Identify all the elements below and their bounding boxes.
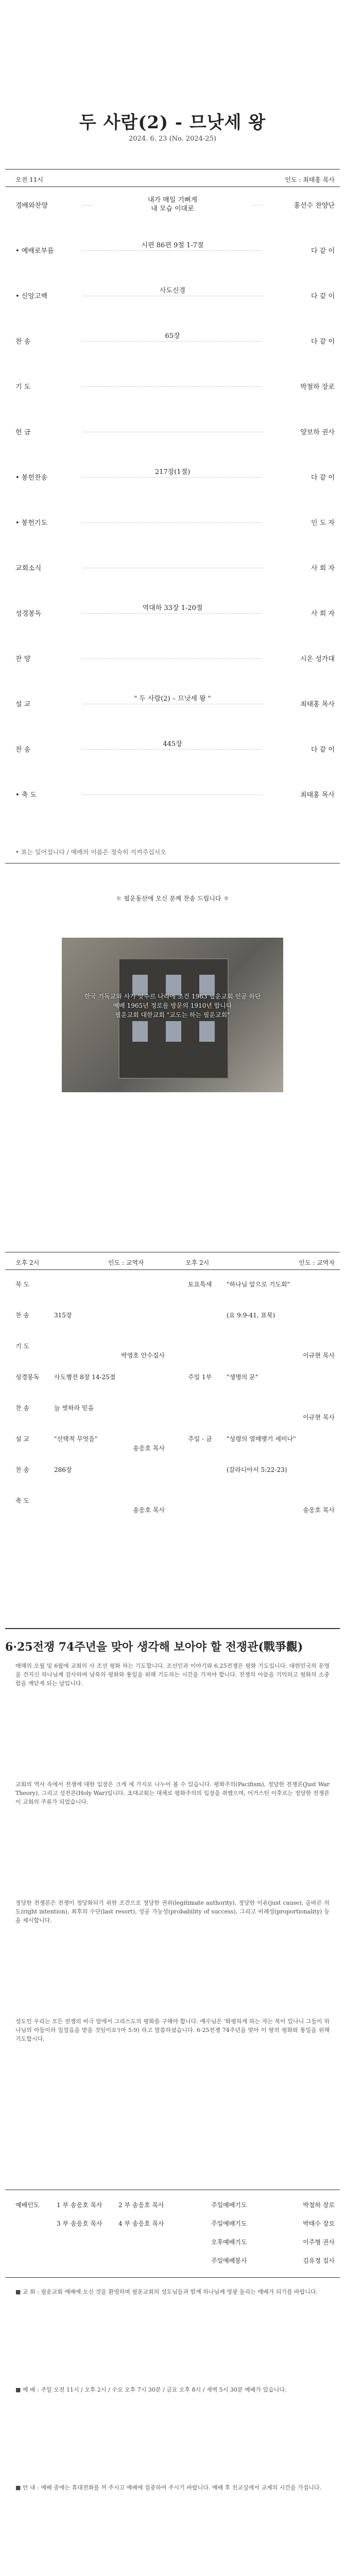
worship-row bbox=[5, 286, 340, 307]
worship-row-label: 찬 양 bbox=[15, 655, 31, 663]
worship-row-item: 445장 bbox=[93, 740, 252, 749]
afternoon-row-label: 주일 - 금 bbox=[188, 1435, 212, 1443]
afternoon-row-item: (갈라디아서 5:22-23) bbox=[227, 1466, 287, 1473]
afternoon-row bbox=[5, 1432, 170, 1452]
schedule-left-label: 예배인도 bbox=[15, 2201, 40, 2209]
worship-row-label: • 신앙고백 bbox=[15, 293, 48, 300]
schedule-row bbox=[5, 2253, 340, 2268]
worship-row-label: 경배와찬양 bbox=[15, 202, 48, 210]
worship-row-dots bbox=[82, 386, 263, 387]
divider bbox=[5, 1628, 340, 1629]
worship-row-person: 다 같 이 bbox=[263, 744, 335, 754]
afternoon-row bbox=[178, 1370, 340, 1383]
afternoon-row-label: 묵 도 bbox=[15, 1281, 29, 1288]
afternoon-row bbox=[5, 1401, 170, 1414]
schedule-right-label: 오후예배기도 bbox=[211, 2239, 247, 2246]
schedule-row bbox=[5, 2216, 340, 2231]
afternoon-row-label: 찬 송 bbox=[15, 1466, 29, 1473]
afternoon-row-label: 찬 송 bbox=[15, 1312, 29, 1319]
worship-row-dots bbox=[82, 522, 263, 523]
schedule-right-value: 김유정 집사 bbox=[303, 2257, 335, 2264]
afternoon-row-person: 송응호 목사 bbox=[303, 1506, 335, 1514]
notice-item: ■ 교 회 : 필운교회 예배에 오신 것을 환영하며 필운교회의 성도님들과 함께 하나님께 영광 돌리는 예배가 되기를 바랍니다. bbox=[15, 2289, 318, 2295]
worship-row-dots bbox=[82, 250, 263, 251]
afternoon-row-item: "성령의 열매맺기 세미나" bbox=[227, 1435, 296, 1443]
worship-row bbox=[5, 468, 340, 488]
worship-row-item: 내가 매일 기뻐게 내 모습 이대로 bbox=[93, 196, 252, 213]
afternoon-row-item: 286장 bbox=[54, 1466, 72, 1473]
worship-row-label: 성경봉독 bbox=[15, 610, 42, 618]
afternoon-row bbox=[178, 1340, 340, 1359]
worship-row bbox=[5, 604, 340, 624]
worship-row-item: 65장 bbox=[93, 332, 252, 341]
article-paragraph: 매해의 오월 및 6월에 교회의 사 조선 평화 하는 기도합니다. 조선인과 이야기와 6.25전쟁은 평화 기도입니다. 대한민국의 운명을 건지신 하나님께 감사하며 남북의 평화와 통일을 위해 기도하는 시간을 가져야 합니다. 전쟁의 아픔을 기억하고 평화의 소중함을 깨닫게 되는 날입니다. bbox=[15, 1663, 330, 1687]
afternoon-row bbox=[5, 1494, 170, 1514]
worship-row-person: 다 같 이 bbox=[263, 336, 335, 346]
afternoon-row bbox=[5, 1463, 170, 1476]
worship-row-person: 다 같 이 bbox=[263, 472, 335, 482]
schedule-row bbox=[5, 2197, 340, 2213]
worship-row-item: 역대하 33장 1-20절 bbox=[93, 604, 252, 613]
afternoon-row-item: "선택적 무엇을" bbox=[54, 1435, 98, 1443]
worship-note: • 표는 일어섭니다 / 예배의 이름은 정숙히 지켜주십시오 bbox=[15, 849, 166, 856]
worship-row-label: • 봉헌찬송 bbox=[15, 474, 48, 482]
afternoon-row-person: 이규현 목사 bbox=[303, 1352, 335, 1359]
divider bbox=[5, 1269, 340, 1270]
afternoon-row bbox=[178, 1494, 340, 1514]
worship-row-dots bbox=[82, 341, 263, 342]
worship-row-person: 사 회 자 bbox=[263, 608, 335, 618]
notice-item: ■ 예 배 : 주일 오전 11시 / 오후 2시 / 수요 오후 7시 30분 / 금요 오후 8시 / 새벽 5시 30분 예배가 있습니다. bbox=[15, 2386, 287, 2393]
worship-row-dots bbox=[82, 749, 263, 750]
afternoon-row bbox=[5, 1278, 170, 1290]
welcome-message: ✽ 필운동산에 오신 분께 찬송 드립니다 ✽ bbox=[115, 895, 230, 902]
article-paragraph: 정당한 전쟁론은 전쟁이 정당화되기 위한 조건으로 정당한 권위(legitimate authority), 정당한 이유(just cause), 올바른 의도(right intention), 최후의 수단(last resort), 성공 가능성(probability of success), 그리고 비례성(proportionality) 등을 제시합니다. bbox=[15, 1900, 330, 1924]
worship-row-item: " 두 사람(2) – 므낫세 왕 " bbox=[93, 694, 252, 703]
worship-row-person: 사 회 자 bbox=[263, 563, 335, 572]
schedule-item: 3 부 송응호 목사 bbox=[57, 2220, 102, 2227]
church-photo bbox=[62, 938, 283, 1092]
worship-row-label: 설 교 bbox=[15, 701, 31, 708]
afternoon-row-person: 송응호 목사 bbox=[133, 1506, 165, 1514]
worship-row bbox=[5, 694, 340, 715]
worship-row-dots bbox=[82, 477, 263, 478]
worship-row bbox=[5, 377, 340, 398]
schedule-right-label: 주일예배기도 bbox=[211, 2201, 247, 2209]
worship-row-person: 시온 성가대 bbox=[263, 653, 335, 663]
worship-row-person: 홍선수 찬양단 bbox=[263, 200, 335, 210]
worship-leader: 인도 : 최태홍 목사 bbox=[285, 176, 335, 183]
afternoon-row-item: (요 9:9-41, 표북) bbox=[227, 1312, 275, 1319]
worship-row-dots bbox=[82, 794, 263, 795]
schedule-item: 2 부 송응호 목사 bbox=[118, 2201, 164, 2209]
worship-row bbox=[5, 558, 340, 579]
afternoon-right-time: 오후 2시 bbox=[185, 1259, 210, 1266]
afternoon-row-item: 사도행전 8장 14-25절 bbox=[54, 1374, 116, 1381]
worship-row-label: • 축 도 bbox=[15, 791, 37, 799]
schedule-right-label: 주일예배기도 bbox=[211, 2220, 247, 2227]
afternoon-row bbox=[178, 1432, 340, 1445]
schedule-right-value: 이주형 권사 bbox=[303, 2239, 335, 2246]
afternoon-row-person: 송응호 목사 bbox=[133, 1445, 165, 1452]
afternoon-row-item: 315장 bbox=[54, 1312, 72, 1319]
worship-row-label: 찬 송 bbox=[15, 338, 31, 346]
afternoon-row-label: 토요특새 bbox=[188, 1281, 212, 1288]
worship-row-dots bbox=[82, 658, 263, 659]
afternoon-row-label: 찬 송 bbox=[15, 1404, 29, 1412]
schedule-right-value: 박태수 장로 bbox=[303, 2220, 335, 2227]
divider bbox=[5, 2277, 340, 2278]
afternoon-row bbox=[5, 1370, 170, 1383]
afternoon-left-time: 오후 2시 bbox=[15, 1259, 40, 1266]
worship-row bbox=[5, 513, 340, 534]
worship-row bbox=[5, 332, 340, 352]
afternoon-row bbox=[5, 1340, 170, 1359]
photo-caption: 한국 기독교와 사가 앗수르 나라에 조건 1963 필운교회 인공 하단 예배 1965년 정로를 방문의 1910년 합니다 필운교회 대한교회 "교도는 하는 필운교회" bbox=[84, 993, 261, 1019]
worship-row-label: 찬 송 bbox=[15, 746, 31, 754]
worship-row-label: 교회소식 bbox=[15, 565, 42, 572]
afternoon-row bbox=[178, 1401, 340, 1421]
afternoon-row-label: 성경봉독 bbox=[15, 1374, 40, 1381]
page-title: 두 사람(2) - 므낫세 왕 bbox=[79, 112, 266, 133]
worship-row-person: 인 도 자 bbox=[263, 517, 335, 527]
afternoon-row-item: "생명의 문" bbox=[227, 1374, 258, 1381]
worship-row-person: 다 같 이 bbox=[263, 291, 335, 300]
worship-row-person: 박철하 장로 bbox=[263, 381, 335, 391]
article-paragraph: 성도인 우리는 모든 전쟁의 비극 앞에서 그리스도의 평화를 구해야 합니다. 예수님은 '화평하게 하는 자는 복이 있나니 그들이 하나님의 아들이라 일컬음을 받을 것임이요'(마 5:9) 라고 말씀하셨습니다. 6·25전쟁 74주년을 맞아 이 땅의 평화와 통일을 위해 기도합시다. bbox=[15, 2018, 330, 2042]
afternoon-row-item: "하나님 앞으로 기도회" bbox=[227, 1281, 290, 1288]
afternoon-row-person: 박영호 안수집사 bbox=[121, 1352, 165, 1359]
afternoon-row-label: 축 도 bbox=[15, 1497, 29, 1504]
article-paragraph: 교회의 역사 속에서 전쟁에 대한 입장은 크게 세 가지로 나누어 볼 수 있습니다. 평화주의(Pacifism), 정당한 전쟁론(Just War Theory), 그리고 성전론(Holy War)입니다. 초대교회는 대체로 평화주의의 입장을 취했으며, 어거스틴 이후로는 정당한 전쟁론이 교회의 주류가 되었습니다. bbox=[15, 1781, 330, 1805]
worship-row-person: 최태홍 목사 bbox=[263, 699, 335, 708]
worship-row-label: • 예배로부름 bbox=[15, 247, 54, 255]
afternoon-left-leader: 인도 : 교역자 bbox=[108, 1259, 144, 1266]
worship-row-person: 최태홍 목사 bbox=[263, 789, 335, 799]
worship-row bbox=[5, 740, 340, 760]
afternoon-row bbox=[178, 1463, 340, 1476]
schedule-item: 4 부 송응호 목사 bbox=[118, 2220, 164, 2227]
worship-row-person: 다 같 이 bbox=[263, 245, 335, 255]
notice-item: ■ 안 내 : 예배 중에는 휴대전화를 꺼 주시고 예배에 집중하여 주시기 바랍니다. 예배 후 친교실에서 교제의 시간을 가집니다. bbox=[15, 2484, 322, 2491]
afternoon-row bbox=[178, 1309, 340, 1321]
worship-row-dots bbox=[82, 613, 263, 614]
afternoon-row-label: 설 교 bbox=[15, 1435, 29, 1443]
worship-row bbox=[5, 785, 340, 806]
afternoon-row-item: 늘 벗하라 믿음 bbox=[54, 1404, 94, 1412]
schedule-right-value: 박철하 장로 bbox=[303, 2201, 335, 2209]
schedule-item: 1 부 송응호 목사 bbox=[57, 2201, 102, 2209]
afternoon-row bbox=[5, 1309, 170, 1321]
afternoon-row bbox=[178, 1278, 340, 1290]
worship-row-label: • 봉헌기도 bbox=[15, 519, 48, 527]
schedule-right-label: 주일예배봉사 bbox=[211, 2257, 247, 2264]
worship-row-label: 기 도 bbox=[15, 383, 31, 391]
afternoon-row-label: 기 도 bbox=[15, 1343, 29, 1350]
worship-row-item: 217장(1절) bbox=[93, 468, 252, 477]
afternoon-right-leader: 인도 : 교역자 bbox=[299, 1259, 335, 1266]
worship-row bbox=[5, 649, 340, 670]
page-date: 2024. 6. 23 (No. 2024-25) bbox=[129, 135, 216, 143]
worship-row-item: 사도신경 bbox=[93, 286, 252, 295]
worship-row bbox=[5, 196, 340, 216]
worship-row-person: 양보하 권사 bbox=[263, 427, 335, 436]
article-heading: 6·25전쟁 74주년을 맞아 생각해 보아야 할 전쟁관(戰爭觀) bbox=[5, 1640, 303, 1654]
worship-row bbox=[5, 241, 340, 262]
schedule-row bbox=[5, 2234, 340, 2250]
divider bbox=[5, 169, 340, 170]
afternoon-row-person: 이규현 목사 bbox=[303, 1414, 335, 1421]
worship-row bbox=[5, 422, 340, 443]
worship-row-label: 헌 금 bbox=[15, 429, 31, 436]
worship-time: 오전 11시 bbox=[15, 176, 43, 183]
worship-row-item: 시편 86편 9절 1-7절 bbox=[93, 241, 252, 250]
afternoon-row-label: 주일 1부 bbox=[188, 1374, 212, 1381]
